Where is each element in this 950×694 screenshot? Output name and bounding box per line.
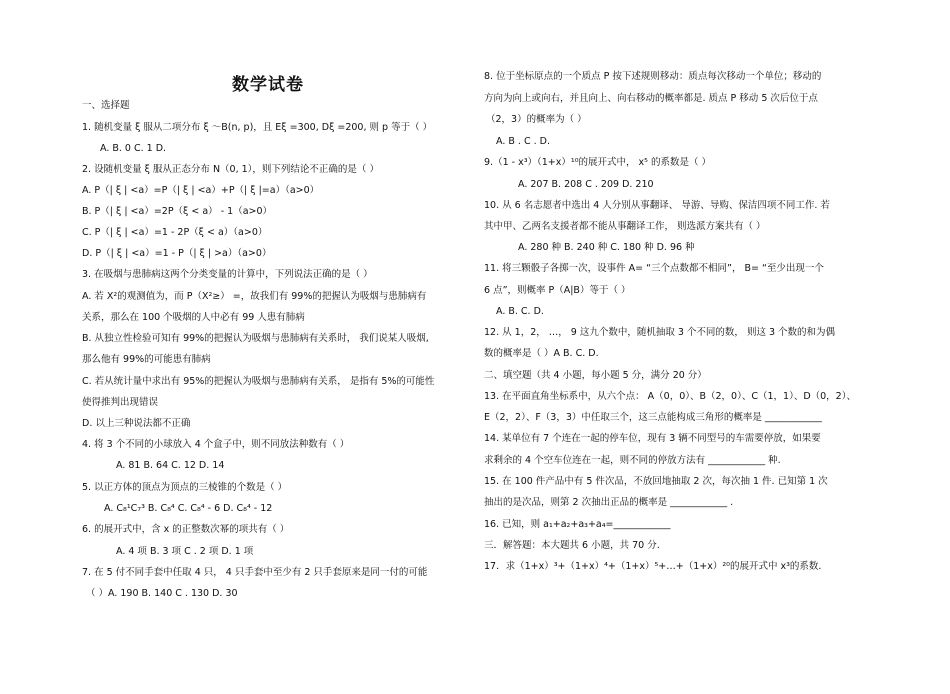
text-line-l16: D. 以上三种说法都不正确 xyxy=(82,418,191,429)
text-line-l07: C. P（| ξ | <a）=1 - 2P（ξ < a）（a>0） xyxy=(82,227,268,238)
text-line-l15: 使得推判出现错误 xyxy=(82,397,159,408)
text-line-l08: D. P（| ξ | <a）=1 - P（| ξ | >a）（a>0） xyxy=(82,248,272,259)
text-line-r23: 三．解答题：本大题共 6 小题，共 70 分. xyxy=(484,540,660,551)
text-line-l23: 7. 在 5 付不同手套中任取 4 只， 4 只手套中至少有 2 只手套原来是同一付的可能 xyxy=(82,567,428,578)
page-title: 数学试卷 xyxy=(232,75,304,95)
text-line-l11: 关系，那么在 100 个吸烟的人中必有 99 人患有肺病 xyxy=(82,312,305,323)
text-line-r14: 数的概率是（ ）A B. C. D. xyxy=(484,348,599,359)
text-line-r19: 求剩余的 4 个空车位连在一起，则不同的停放方法有 ____________ 种. xyxy=(484,455,781,466)
text-line-l04: 2. 设随机变量 ξ 服从正态分布 N（0, 1），则下列结论不正确的是（ ） xyxy=(82,164,379,175)
text-line-l19: 5. 以正方体的顶点为顶点的三棱锥的个数是（ ） xyxy=(82,482,288,493)
text-line-r04: A. B . C . D. xyxy=(496,136,550,147)
text-line-r11: 6 点”，则概率 P（A|B）等于（ ） xyxy=(484,285,631,296)
text-line-r12: A. B. C. D. xyxy=(496,306,544,317)
text-line-l06: B. P（| ξ | <a）=2P（ξ < a） - 1（a>0） xyxy=(82,206,273,217)
text-line-l10: A. 若 X²的观测值为，而 P（X²≥） =，故我们有 99%的把握认为吸烟与患肺病有 xyxy=(82,291,427,302)
text-line-l24: （ ）A. 190 B. 140 C . 130 D. 30 xyxy=(86,588,238,599)
text-line-r17: E（2，2）、F（3，3）中任取三个，这三点能构成三角形的概率是 ____________ xyxy=(484,412,822,423)
text-line-l14: C. 若从统计量中求出有 95%的把握认为吸烟与患肺病有关系， 是指有 5%的可能性 xyxy=(82,376,435,387)
text-line-l01: 一、选择题 xyxy=(82,100,130,111)
text-line-r22: 16. 已知，则 a₁+a₂+a₃+a₄=____________ xyxy=(484,519,671,530)
text-line-r09: A. 280 种 B. 240 种 C. 180 种 D. 96 种 xyxy=(518,242,695,253)
text-line-r13: 12. 从 1，2， …， 9 这九个数中，随机抽取 3 个不同的数， 则这 3 个数的和为偶 xyxy=(484,327,836,338)
text-line-l12: B. 从独立性检验可知有 99%的把握认为吸烟与患肺病有关系时， 我们说某人吸烟, xyxy=(82,333,429,344)
text-line-r20: 15. 在 100 件产品中有 5 件次品，不放回地抽取 2 次，每次抽 1 件. 已知第 1 次 xyxy=(484,476,828,487)
text-line-r15: 二、填空题（共 4 小题，每小题 5 分，满分 20 分） xyxy=(484,370,707,381)
text-line-l09: 3. 在吸烟与患肺病这两个分类变量的计算中，下列说法正确的是（ ） xyxy=(82,269,373,280)
text-line-r03: （2，3）的概率为（ ） xyxy=(486,114,587,125)
text-line-l22: A. 4 项 B. 3 项 C . 2 项 D. 1 项 xyxy=(116,546,254,557)
text-line-l05: A. P（| ξ | <a）=P（| ξ | <a）+P（| ξ |=a）（a>0） xyxy=(82,185,320,196)
text-line-r10: 11. 将三颗骰子各掷一次，设事件 A= “三个点数都不相同”， B= “至少出现一个 xyxy=(484,263,824,274)
text-line-r16: 13. 在平面直角坐标系中，从六个点： A（0，0）、B（2，0）、C（1，1）、D（0，2）、 xyxy=(484,391,856,402)
text-line-l02: 1. 随机变量 ξ 服从二项分布 ξ ～B(n, p)，且 Eξ =300, Dξ =200, 则 p 等于（ ） xyxy=(82,122,433,133)
text-line-r02: 方向为向上或向右，并且向上、向右移动的概率都是. 质点 P 移动 5 次后位于点 xyxy=(484,93,818,104)
text-line-r08: 其中甲、乙两名支援者都不能从事翻译工作， 则选派方案共有（ ） xyxy=(484,221,766,232)
text-line-l13: 那么他有 99%的可能患有肺病 xyxy=(82,354,211,365)
text-line-l20: A. C₈¹C₇³ B. C₈⁴ C. C₈⁴ - 6 D. C₈⁴ - 12 xyxy=(104,503,273,514)
text-line-r18: 14. 某单位有 7 个连在一起的停车位，现有 3 辆不同型号的车需要停放，如果要 xyxy=(484,433,821,444)
text-line-l17: 4. 将 3 个不同的小球放入 4 个盒子中，则不同放法种数有（ ） xyxy=(82,439,350,450)
text-line-r06: A. 207 B. 208 C . 209 D. 210 xyxy=(518,179,654,190)
text-line-r07: 10. 从 6 名志愿者中选出 4 人分别从事翻译、 导游、导购、保洁四项不同工作. 若 xyxy=(484,200,830,211)
text-line-l18: A. 81 B. 64 C. 12 D. 14 xyxy=(116,460,225,471)
text-line-r24: 17．求（1+x）³+（1+x）⁴+（1+x）⁵+…+（1+x）²⁰的展开式中 x³的系数. xyxy=(484,561,822,572)
text-line-l21: 6. 的展开式中，含 x 的正整数次幂的项共有（ ） xyxy=(82,524,290,535)
text-line-r21: 抽出的是次品，则第 2 次抽出正品的概率是 ____________ . xyxy=(484,497,734,508)
text-line-r05: 9.（1 - x³）（1+x）¹⁰的展开式中， x⁵ 的系数是（ ） xyxy=(484,157,711,168)
text-line-l03: A. B. 0 C. 1 D. xyxy=(100,143,167,154)
text-line-r01: 8. 位于坐标原点的一个质点 P 按下述规则移动：质点每次移动一个单位；移动的 xyxy=(484,71,822,82)
